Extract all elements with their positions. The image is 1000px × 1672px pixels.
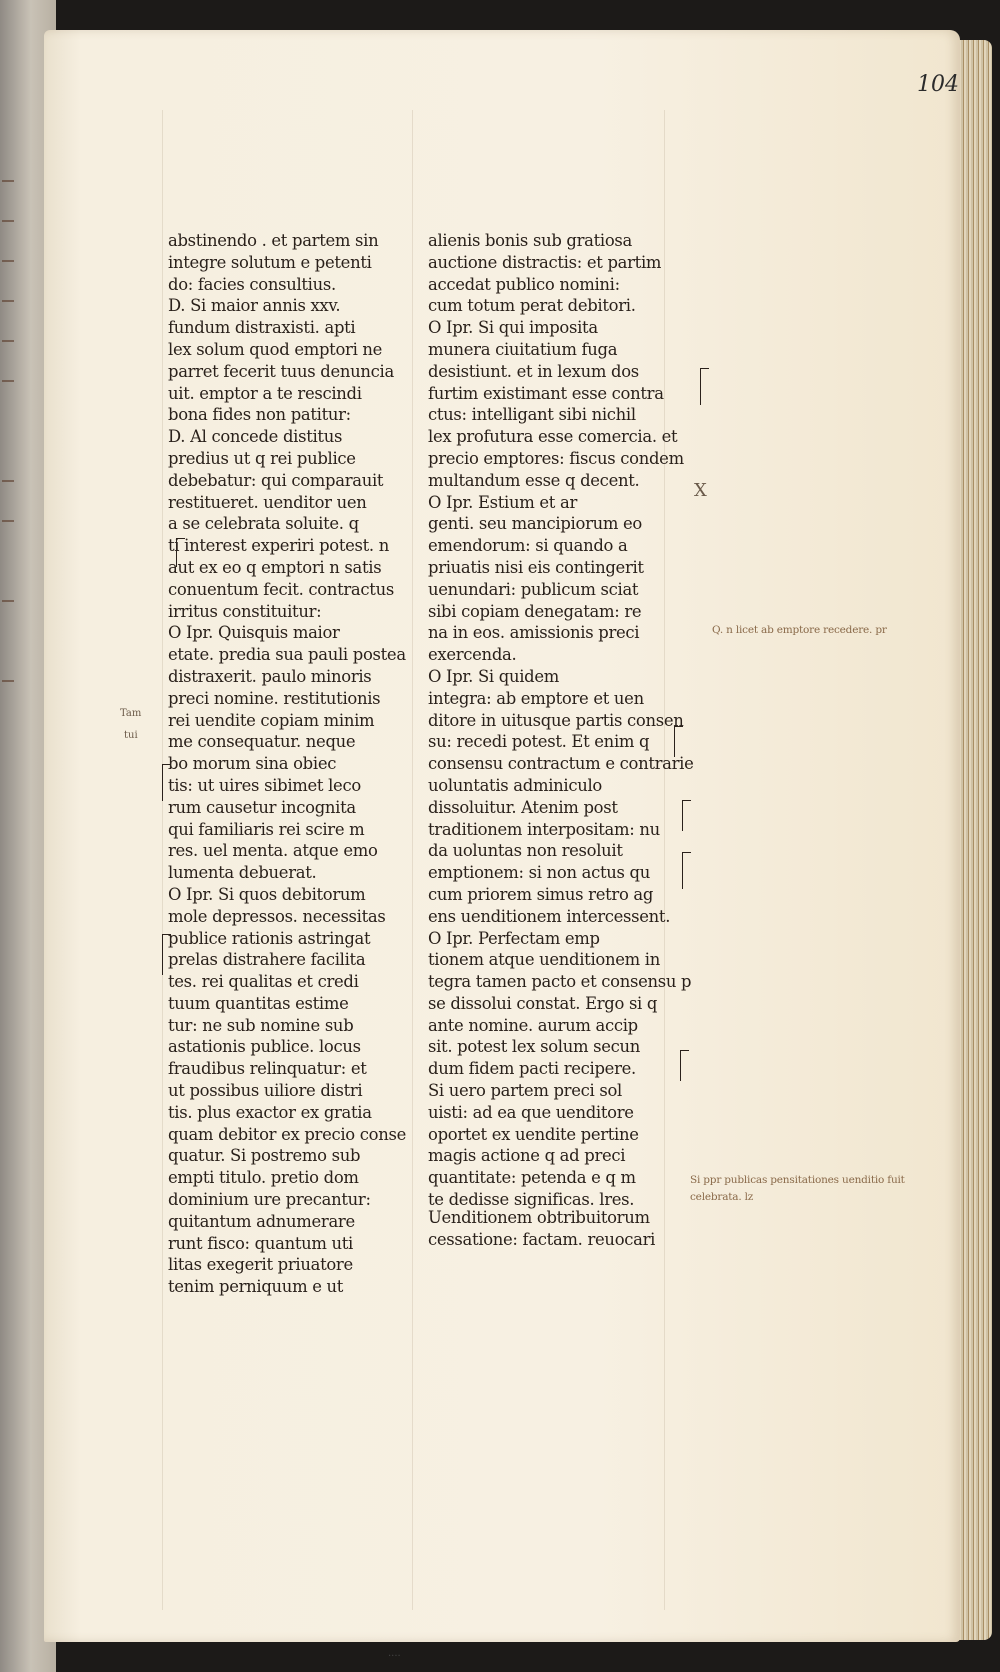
text-column-right-tail [428,1207,678,1251]
text-line: quantitate: petenda e q m [428,1168,636,1188]
ruling-line [162,110,163,1610]
text-line: distraxerit. paulo minoris [168,666,372,686]
text-line: desistiunt. et in lexum dos [428,361,639,381]
text-line: uisti: ad ea que uenditore [428,1102,634,1122]
page-stack-edge [956,40,992,1640]
marginal-gloss-second [690,1172,905,1206]
text-line: su: recedi potest. Et enim q [428,732,650,752]
text-line: emptionem: si non actus qu [428,863,650,883]
paragraph-bracket [674,726,683,757]
text-line: abstinendo . et partem sin [168,231,379,250]
paragraph-bracket [682,800,691,831]
text-line: empti titulo. pretio dom [168,1168,359,1188]
text-line: sibi copiam denegatam: re [428,601,642,621]
gloss-line: Si ppr publicas pensitationes uenditio fuit [690,1174,905,1186]
text-line: rum causetur incognita [168,797,356,817]
text-line: cessatione: factam. reuocari [428,1229,656,1249]
text-line: tenim perniquum e ut [168,1277,344,1297]
text-line: accedat publico nomini: [428,274,620,294]
text-line: qui familiaris rei scire m [168,819,365,839]
text-line: dum fidem pacti recipere. [428,1059,636,1079]
left-margin-note: Tam [120,708,142,719]
text-line: conuentum fecit. contractus [168,579,394,599]
paragraph-bracket [700,368,709,405]
text-line: tes. rei qualitas et credi [168,972,359,992]
text-line: ante nomine. aurum accip [428,1015,638,1035]
text-line: quatur. Si postremo sub [168,1146,361,1166]
text-line: precio emptores: fiscus condem [428,448,684,468]
text-line: irritus constituitur: [168,601,322,621]
text-line: prelas distrahere facilita [168,950,366,970]
text-line: fraudibus relinquatur: et [168,1059,367,1079]
text-line: uit. emptor a te rescindi [168,383,362,403]
text-line: etate. predia sua pauli postea [168,645,406,665]
text-line: traditionem interpositam: nu [428,819,660,839]
text-line: parret fecerit tuus denuncia [168,361,394,381]
text-line: predius ut q rei publice [168,448,356,468]
marginal-gloss: Q. n licet ab emptore recedere. pr [712,624,887,636]
paragraph-bracket [682,852,691,889]
text-line: priuatis nisi eis contingerit [428,557,644,577]
paragraph-bracket [680,1050,689,1081]
text-line: alienis bonis sub gratiosa [428,231,633,250]
text-line: ti interest experiri potest. n [168,536,389,556]
text-line: ditore in uitusque partis consen [428,710,684,730]
text-line: multandum esse q decent. [428,470,640,490]
text-line: lex profutura esse comercia. et [428,427,678,447]
text-line: consensu contractum e contrarie [428,754,694,774]
marginal-cross-mark: X [694,480,707,501]
text-line: Si uero partem preci sol [428,1081,622,1101]
text-line: emendorum: si quando a [428,536,628,556]
text-line: aut ex eo q emptori n satis [168,557,382,577]
text-line: preci nomine. restitutionis [168,688,381,708]
text-line: integra: ab emptore et uen [428,688,644,708]
text-line: tuum quantitas estime [168,993,349,1013]
text-line: D. Al concede distitus [168,427,343,447]
text-line: O Ipr. Si quos debitorum [168,884,366,904]
text-line: fundum distraxisti. apti [168,318,356,338]
text-line: do: facies consultius. [168,274,336,294]
text-line: na in eos. amissionis preci [428,623,640,643]
text-line: bona fides non patitur: [168,405,351,425]
text-line: tis: ut uires sibimet leco [168,775,361,795]
text-line: exercenda. [428,645,517,665]
gloss-line: celebrata. lz [690,1191,754,1203]
text-line: astationis publice. locus [168,1037,361,1057]
text-line: O Ipr. Si qui imposita [428,318,598,338]
text-line: lumenta debuerat. [168,863,317,883]
text-line: cum priorem simus retro ag [428,884,654,904]
paragraph-bracket [162,764,171,801]
text-line: furtim existimant esse contra [428,383,664,403]
text-line: oportet ex uendite pertine [428,1124,639,1144]
text-line: litas exegerit priuatore [168,1255,353,1275]
text-line: rei uendite copiam minim [168,710,375,730]
text-line: me consequatur. neque [168,732,356,752]
text-line: uoluntatis adminiculo [428,775,602,795]
text-column-right [428,230,694,1211]
left-margin-note: tui [124,730,138,741]
folio-number: 104 [917,72,959,97]
facing-page-text-fragments [2,180,16,740]
text-line: genti. seu mancipiorum eo [428,514,642,534]
text-line: O Ipr. Quisquis maior [168,623,340,643]
catchword-mark: .... [388,1648,401,1659]
text-line: munera ciuitatium fuga [428,339,618,359]
text-line: da uoluntas non resoluit [428,841,623,861]
text-line: uenundari: publicum sciat [428,579,639,599]
text-line: se dissolui constat. Ergo si q [428,993,658,1013]
text-line: lex solum quod emptori ne [168,339,383,359]
text-line: tionem atque uenditionem in [428,950,660,970]
text-line: te dedisse significas. lres. [428,1190,635,1210]
text-line: auctione distractis: et partim [428,252,662,272]
text-line: D. Si maior annis xxv. [168,296,341,316]
text-line: runt fisco: quantum uti [168,1233,354,1253]
text-line: sit. potest lex solum secun [428,1037,641,1057]
text-line: restitueret. uenditor uen [168,492,367,512]
text-line: a se celebrata soluite. q [168,514,359,534]
text-line: dominium ure precantur: [168,1190,371,1210]
text-line: quam debitor ex precio conse [168,1124,406,1144]
text-line: ctus: intelligant sibi nichil [428,405,636,425]
text-line: O Ipr. Perfectam emp [428,928,600,948]
paragraph-bracket [176,538,185,567]
text-line: dissoluitur. Atenim post [428,797,618,817]
text-line: debebatur: qui comparauit [168,470,384,490]
text-line: publice rationis astringat [168,928,371,948]
text-line: cum totum perat debitori. [428,296,636,316]
text-line: integre solutum e petenti [168,252,372,272]
text-line: mole depressos. necessitas [168,906,386,926]
text-line: res. uel menta. atque emo [168,841,378,861]
text-line: ens uenditionem intercessent. [428,906,671,926]
text-line: O Ipr. Si quidem [428,666,559,686]
text-line: tis. plus exactor ex gratia [168,1102,372,1122]
text-line: bo morum sina obiec [168,754,337,774]
text-line: tegra tamen pacto et consensu p [428,972,692,992]
paragraph-bracket [162,934,171,975]
text-line: O Ipr. Estium et ar [428,492,577,512]
text-line: magis actione q ad preci [428,1146,626,1166]
text-line: Uenditionem obtribuitorum [428,1208,650,1227]
text-line: ut possibus uiliore distri [168,1081,363,1101]
text-line: quitantum adnumerare [168,1211,355,1231]
text-column-left [168,230,418,1298]
text-line: tur: ne sub nomine sub [168,1015,354,1035]
